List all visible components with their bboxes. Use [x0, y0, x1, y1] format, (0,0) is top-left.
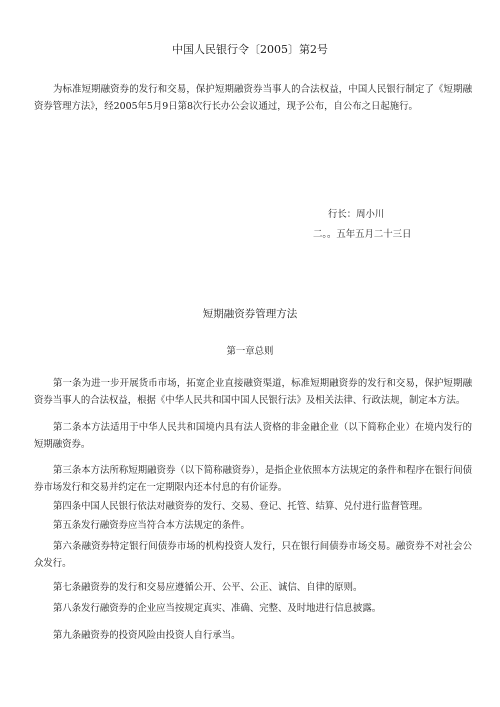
article-8: 第八条发行融资券的企业应当按规定真实、准确、完整、及时地进行信息披露。	[53, 603, 382, 614]
chapter-title: 第一章总则	[226, 346, 274, 357]
order-title: 中国人民银行令〔2005〕第2号	[172, 43, 328, 56]
article-5: 第五条发行融资券应当符合本方法规定的条件。	[53, 520, 250, 531]
article-2: 第二条本方法适用于中华人民共和国境内具有法人资格的非金融企业（以下简称企业）在境内发行的短期融资券。	[34, 422, 472, 450]
signer: 行长：周小川	[328, 209, 385, 220]
article-7: 第七条融资券的发行和交易应遵循公开、公平、公正、诚信、自律的原则。	[53, 582, 363, 593]
article-1: 第一条为进一步开展货币市场，拓宽企业直接融资渠道，标准短期融资券的发行和交易，保护短期融资券当事人的合法权益，根据《中华人民共和国中国人民银行法》及相关法律、行政法规，制定本方法。	[34, 378, 472, 406]
document-title: 短期融资券管理方法	[202, 308, 298, 320]
article-6: 第六条融资券特定银行间债券市场的机构投资人发行，只在银行间债券市场交易。融资券不对社会公众发行。	[34, 541, 472, 569]
article-3: 第三条本方法所称短期融资券（以下简称融资券），是指企业依照本方法规定的条件和程序在银行间债券市场发行和交易并约定在一定期限内还本付息的有价证券。	[34, 465, 472, 493]
sign-date: 二。。五年五月二十三日	[313, 229, 412, 240]
article-4: 第四条中国人民银行依法对融资券的发行、交易、登记、托管、结算、兑付进行监督管理。	[53, 501, 429, 512]
intro-paragraph: 为标准短期融资券的发行和交易，保护短期融资券当事人的合法权益，中国人民银行制定了《短期融资券管理方法》，经2005年5月9日第8次行长办公会议通过，现予公布，自公布之日起施行。	[34, 84, 472, 112]
article-9: 第九条融资券的投资风险由投资人自行承当。	[53, 630, 241, 641]
